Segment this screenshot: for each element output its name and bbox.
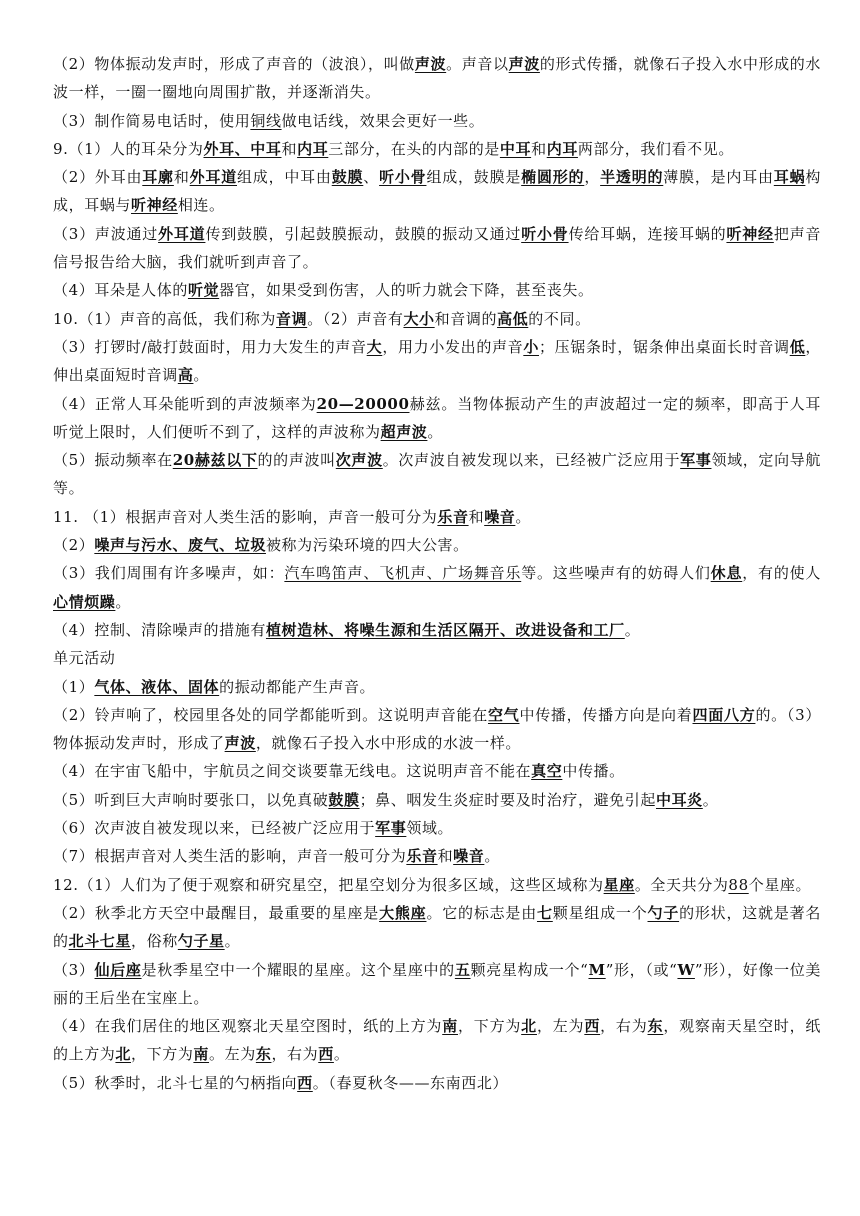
body-text: 。（春夏秋冬——东南西北） bbox=[312, 1073, 509, 1092]
body-text: 赫兹。当物体振动产生的声波超过一定的频率，即高于人耳听觉上限时，人们便听不到了，这样的声波称为 bbox=[53, 394, 822, 441]
answer-text: 鼓膜 bbox=[328, 790, 360, 809]
answer-text: 次声波 bbox=[335, 451, 383, 470]
text-line bbox=[53, 333, 821, 390]
body-text: 等。这些噪声有的妨碍人们 bbox=[521, 564, 711, 583]
body-text: （2）铃声响了，校园里各处的同学都能听到。这说明声音能在 bbox=[53, 705, 488, 724]
answer-text: 小 bbox=[523, 337, 539, 356]
body-text: 。 bbox=[515, 507, 531, 526]
body-text: 和音调的 bbox=[434, 309, 498, 328]
text-line bbox=[53, 673, 821, 701]
body-text: ”形），好像一位美丽的王后坐在宝座上。 bbox=[53, 960, 821, 1007]
answer-text: 高 bbox=[177, 366, 194, 385]
text-line bbox=[53, 503, 821, 531]
answer-text: 耳廓 bbox=[142, 168, 174, 187]
body-text: ，下方为 bbox=[458, 1017, 522, 1036]
answer-text: 20—20000 bbox=[316, 394, 410, 413]
body-text: （3）制作简易电话时，使用 bbox=[53, 111, 251, 130]
text-line bbox=[53, 50, 821, 107]
answer-text: 南 bbox=[442, 1017, 459, 1036]
body-text: （4）控制、清除噪声的措施有 bbox=[53, 620, 266, 639]
answer-text: 噪音 bbox=[453, 847, 485, 866]
text-line bbox=[53, 220, 821, 277]
body-text: （2） bbox=[53, 536, 95, 555]
answer-text: 耳蜗 bbox=[773, 168, 806, 187]
text-line bbox=[53, 305, 821, 333]
text-line bbox=[53, 559, 821, 616]
text-line bbox=[53, 1012, 821, 1069]
body-text: ，就像石子投入水中形成的水波一样。 bbox=[255, 734, 522, 753]
text-line bbox=[53, 842, 821, 870]
answer-text: 休息 bbox=[710, 564, 743, 583]
text-line bbox=[53, 163, 821, 220]
answer-text: 勺子星 bbox=[177, 932, 225, 951]
answer-text: 星座 bbox=[603, 875, 635, 894]
answer-text: M bbox=[588, 960, 606, 979]
answer-text: 音调 bbox=[276, 309, 308, 328]
answer-text: 西 bbox=[318, 1045, 334, 1064]
underlined-text: 铜线 bbox=[250, 111, 282, 130]
body-text: 颗星组成一个 bbox=[552, 903, 648, 922]
answer-text: 气体、液体、固体 bbox=[94, 677, 220, 696]
answer-text: 高低 bbox=[497, 309, 529, 328]
body-text: 和 bbox=[281, 139, 298, 158]
answer-text: 大熊座 bbox=[379, 903, 427, 922]
body-text: 12.（1）人们为了便于观察和研究星空，把星空划分为很多区域，这些区域称为 bbox=[53, 875, 604, 894]
body-text: （4）正常人耳朵能听到的声波频率为 bbox=[53, 394, 317, 413]
answer-text: 大 bbox=[366, 337, 383, 356]
answer-text: 噪音 bbox=[484, 507, 516, 526]
body-text: 。声音以 bbox=[446, 55, 509, 73]
body-text: 11. （1）根据声音对人类生活的影响，声音一般可分为 bbox=[53, 507, 438, 526]
body-text: （7）根据声音对人类生活的影响，声音一般可分为 bbox=[53, 847, 407, 866]
answer-text: 听神经 bbox=[726, 224, 774, 243]
body-text: （6）次声波自被发现以来，已经被广泛应用于 bbox=[53, 819, 376, 838]
body-text: 。 bbox=[427, 422, 444, 441]
underlined-text: 88 bbox=[728, 875, 749, 894]
answer-text: 外耳道 bbox=[189, 168, 237, 187]
body-text: 的形状，这就是著名的 bbox=[53, 903, 821, 951]
answer-text: 噪声与污水、废气、垃圾 bbox=[94, 536, 266, 555]
body-text: 把声音信号报告给大脑，我们就听到声音了。 bbox=[53, 224, 821, 272]
body-text: 领域。 bbox=[406, 819, 454, 838]
answer-text: 心情烦躁 bbox=[53, 592, 116, 611]
body-text: （3）我们周围有许多噪声，如： bbox=[53, 564, 285, 583]
body-text: 和 bbox=[468, 507, 485, 526]
underlined-text: 汽车鸣笛声、飞机声、广场舞音乐 bbox=[284, 564, 522, 583]
body-text: 中传播，传播方向是向着 bbox=[519, 705, 693, 724]
answer-text: 外耳、中耳 bbox=[203, 139, 282, 158]
answer-text: 半透明的 bbox=[600, 168, 664, 187]
body-text: ”形，（或“ bbox=[605, 960, 678, 979]
body-text: 被称为污染环境的四大公害。 bbox=[265, 536, 469, 555]
body-text: （4）耳朵是人体的 bbox=[53, 281, 188, 300]
body-text: 相连。 bbox=[177, 196, 225, 215]
body-text: 。（2）声音有 bbox=[307, 309, 404, 328]
body-text: 。它的标志是由 bbox=[426, 903, 537, 922]
body-text: 。 bbox=[702, 790, 719, 809]
body-text: （2）外耳由 bbox=[53, 168, 143, 187]
body-text: 和 bbox=[173, 168, 190, 187]
answer-text: 外耳道 bbox=[158, 224, 206, 243]
answer-text: 椭圆形的 bbox=[521, 168, 585, 187]
body-text: 的。（3）物体振动发声时，形成了 bbox=[53, 705, 822, 753]
body-text: 组成，中耳由 bbox=[237, 168, 332, 187]
answer-text: 五 bbox=[454, 960, 471, 979]
body-text: ，俗称 bbox=[131, 932, 178, 951]
text-line bbox=[53, 814, 821, 842]
body-text: 、 bbox=[363, 168, 380, 187]
answer-text: 中耳炎 bbox=[655, 790, 703, 809]
answer-text: 北 bbox=[115, 1045, 132, 1064]
body-text: ，伸出桌面短时音调 bbox=[53, 337, 821, 385]
body-text: （4）在我们居住的地区观察北天星空图时，纸的上方为 bbox=[53, 1017, 443, 1036]
body-text: 器官，如果受到伤害，人的听力就会下降，甚至丧失。 bbox=[219, 281, 594, 300]
text-line bbox=[53, 107, 821, 135]
body-text: （5）秋季时，北斗七星的勺柄指向 bbox=[53, 1073, 298, 1092]
body-text: 和 bbox=[437, 847, 454, 866]
text-line bbox=[53, 786, 821, 814]
answer-text: 声波 bbox=[224, 734, 256, 753]
answer-text: 七 bbox=[536, 903, 553, 922]
body-text: 中传播。 bbox=[562, 762, 625, 781]
text-line bbox=[53, 644, 821, 672]
answer-text: 20赫兹以下 bbox=[172, 451, 258, 470]
body-text: （3） bbox=[53, 960, 95, 979]
answer-text: 军事 bbox=[375, 819, 407, 838]
body-text: （4）在宇宙飞船中，宇航员之间交谈要靠无线电。这说明声音不能在 bbox=[53, 762, 532, 781]
body-text: 组成，鼓膜是 bbox=[426, 168, 522, 187]
answer-text: 西 bbox=[584, 1017, 601, 1036]
body-text: 传给耳蜗，连接耳蜗的 bbox=[568, 224, 727, 243]
text-line bbox=[53, 1069, 821, 1097]
body-text: 和 bbox=[531, 139, 547, 158]
answer-text: 中耳 bbox=[499, 139, 532, 158]
body-text: ，下方为 bbox=[131, 1045, 194, 1064]
text-line bbox=[53, 616, 821, 644]
body-text: 的不同。 bbox=[528, 309, 591, 328]
body-text: 的形式传播，就像石子投入水中形成的水波一样，一圈一圈地向周围扩散，并逐渐消失。 bbox=[53, 55, 822, 102]
answer-text: 内耳 bbox=[546, 139, 578, 158]
text-line bbox=[53, 276, 821, 304]
answer-text: 北 bbox=[521, 1017, 537, 1036]
body-text: 。 bbox=[193, 366, 210, 385]
body-text: （5）振动频率在 bbox=[53, 451, 173, 470]
body-text: 的的声波叫 bbox=[257, 451, 336, 470]
answer-text: 仙后座 bbox=[94, 960, 142, 979]
body-text: ；鼻、咽发生炎症时要及时治疗，避免引起 bbox=[359, 790, 656, 809]
body-text: ，有的使人 bbox=[742, 564, 822, 583]
answer-text: 低 bbox=[789, 337, 806, 356]
answer-text: 超声波 bbox=[380, 422, 428, 441]
answer-text: W bbox=[677, 960, 695, 979]
body-text: ，观察南天星空时，纸的上方为 bbox=[53, 1017, 821, 1064]
body-text: 。左为 bbox=[209, 1045, 256, 1064]
body-text: 领域，定向导航等。 bbox=[53, 451, 821, 498]
body-text: ，右为 bbox=[271, 1045, 319, 1064]
body-text: 9.（1）人的耳朵分为 bbox=[53, 139, 204, 158]
answer-text: 鼓膜 bbox=[331, 168, 364, 187]
answer-text: 听神经 bbox=[131, 196, 178, 215]
document-page bbox=[53, 50, 821, 1097]
answer-text: 北斗七星 bbox=[68, 932, 132, 951]
answer-text: 东 bbox=[647, 1017, 664, 1036]
body-text: 单元活动 bbox=[53, 649, 116, 668]
body-text: （3）声波通过 bbox=[53, 224, 159, 243]
body-text: 构成，耳蜗与 bbox=[53, 168, 821, 215]
answer-text: 听小骨 bbox=[521, 224, 569, 243]
body-text: 传到鼓膜，引起鼓膜振动，鼓膜的振动又通过 bbox=[205, 224, 522, 243]
body-text: 。次声波自被发现以来，已经被广泛应用于 bbox=[382, 451, 681, 470]
body-text: 个星座。 bbox=[748, 875, 812, 894]
text-line bbox=[53, 956, 821, 1013]
body-text: ，右为 bbox=[600, 1017, 648, 1036]
text-line bbox=[53, 899, 821, 956]
answer-text: 乐音 bbox=[406, 847, 438, 866]
answer-text: 听觉 bbox=[187, 281, 220, 300]
answer-text: 内耳 bbox=[297, 139, 329, 158]
body-text: 。全天共分为 bbox=[634, 875, 729, 894]
answer-text: 军事 bbox=[680, 451, 712, 470]
body-text: ，左为 bbox=[536, 1017, 585, 1036]
text-line bbox=[53, 446, 821, 503]
body-text: ；压锯条时，锯条伸出桌面长时音调 bbox=[539, 337, 790, 356]
answer-text: 乐音 bbox=[437, 507, 469, 526]
body-text: ，用力小发出的声音 bbox=[382, 337, 524, 356]
answer-text: 大小 bbox=[403, 309, 435, 328]
answer-text: 勺子 bbox=[647, 903, 680, 922]
body-text: （1） bbox=[53, 677, 95, 696]
body-text: 。 bbox=[224, 932, 241, 951]
body-text: 两部分，我们看不见。 bbox=[577, 139, 734, 158]
text-line bbox=[53, 871, 821, 899]
body-text: 是秋季星空中一个耀眼的星座。这个星座中的 bbox=[141, 960, 455, 979]
body-text: 的振动都能产生声音。 bbox=[219, 677, 376, 696]
body-text: 。 bbox=[333, 1045, 350, 1064]
text-line bbox=[53, 390, 821, 447]
body-text: 薄膜，是内耳由 bbox=[663, 168, 774, 187]
body-text: （2）秋季北方天空中最醒目，最重要的星座是 bbox=[53, 903, 380, 922]
text-line bbox=[53, 531, 821, 559]
body-text: 。 bbox=[484, 847, 500, 866]
answer-text: 空气 bbox=[488, 705, 520, 724]
text-line bbox=[53, 135, 821, 163]
body-text: 10.（1）声音的高低，我们称为 bbox=[53, 309, 276, 328]
body-text: ， bbox=[584, 168, 601, 187]
text-line bbox=[53, 757, 821, 785]
answer-text: 听小骨 bbox=[379, 168, 427, 187]
body-text: （3）打锣时/敲打鼓面时，用力大发生的声音 bbox=[53, 337, 367, 356]
answer-text: 西 bbox=[297, 1073, 313, 1092]
answer-text: 声波 bbox=[414, 55, 447, 73]
body-text: 三部分，在头的内部的是 bbox=[328, 139, 500, 158]
body-text: （2）物体振动发声时，形成了声音的（波浪），叫做 bbox=[53, 55, 415, 73]
answer-text: 南 bbox=[193, 1045, 210, 1064]
answer-text: 四面八方 bbox=[692, 705, 756, 724]
answer-text: 真空 bbox=[531, 762, 563, 781]
answer-text: 声波 bbox=[508, 55, 540, 73]
body-text: 做电话线，效果会更好一些。 bbox=[281, 111, 485, 130]
answer-text: 东 bbox=[255, 1045, 272, 1064]
body-text: 颗亮星构成一个“ bbox=[470, 960, 589, 979]
answer-text: 植树造林、将噪生源和生活区隔开、改进设备和工厂 bbox=[265, 620, 625, 639]
body-text: 。 bbox=[624, 620, 641, 639]
body-text: （5）听到巨大声响时要张口，以免真破 bbox=[53, 790, 329, 809]
text-line bbox=[53, 701, 821, 758]
body-text: 。 bbox=[115, 592, 132, 611]
